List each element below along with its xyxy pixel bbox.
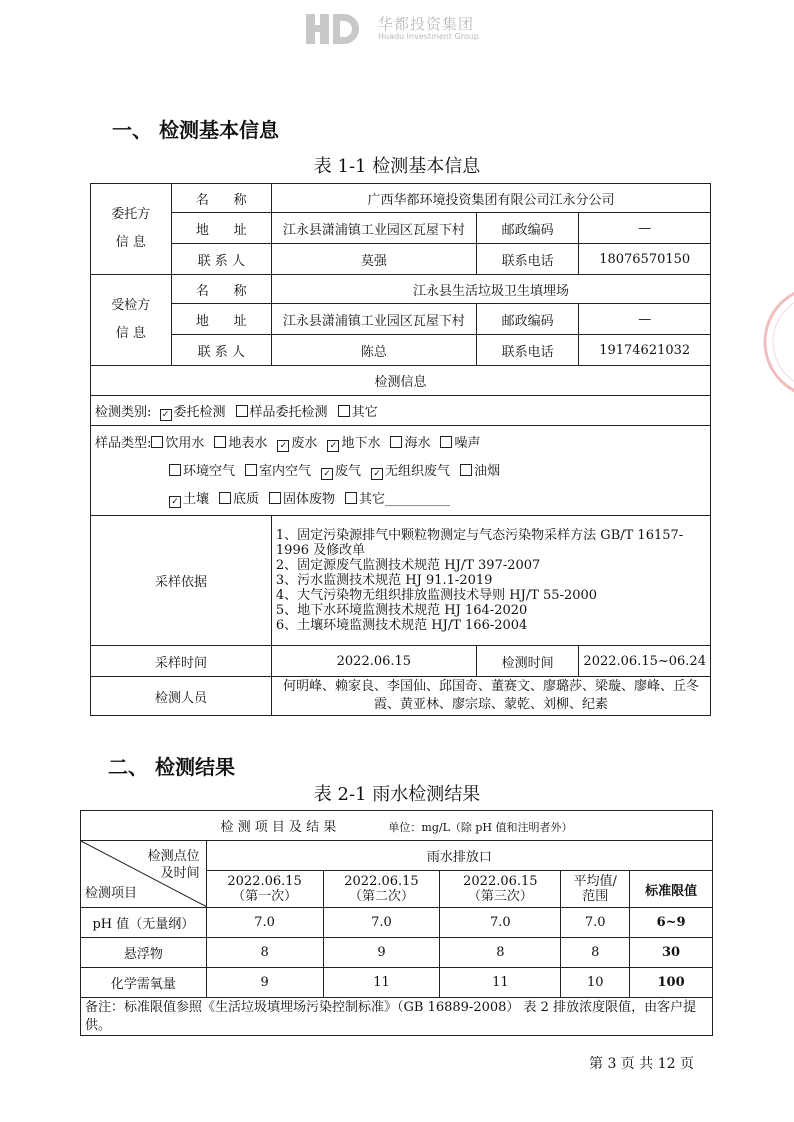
- sampling-time: 2022.06.15: [271, 646, 476, 677]
- sample-type-option: [169, 492, 209, 507]
- corner-header-cell: [81, 841, 207, 908]
- unchecked-box-icon: [460, 464, 472, 476]
- test-staff: 何明峰、赖家良、李国仙、邱国奇、董赛文、廖璐莎、梁璇、廖峰、丘冬霞、黄亚林、廖宗琮、蒙乾、刘柳、纪素: [271, 677, 710, 716]
- sample-type-option: [440, 436, 480, 451]
- unchecked-box-icon: [151, 436, 163, 448]
- sample-type-option: [327, 436, 380, 451]
- location-header: 雨水排放口: [206, 841, 712, 871]
- test-time-label: 检测时间: [476, 646, 579, 677]
- red-seal-stamp: [760, 262, 794, 422]
- client-name: 广西华都环境投资集团有限公司江永分公司: [271, 184, 710, 213]
- unchecked-box-icon: [219, 492, 231, 504]
- checked-box-icon: ✓: [327, 440, 339, 452]
- sampling-basis-item: 6、土壤环境监测技术规范 HJ/T 166-2004: [275, 618, 528, 633]
- client-phone: 18076570150: [579, 244, 711, 275]
- sample-type-option-label: 油烟: [474, 463, 501, 479]
- sample-type-option-label: 地表水: [228, 435, 268, 451]
- sample-type-option: [245, 464, 311, 479]
- company-logo: [306, 12, 364, 46]
- row-value-2: 9: [323, 938, 440, 968]
- unchecked-box-icon: [269, 492, 281, 504]
- sampling-basis-label: 采样依据: [91, 516, 272, 646]
- row-item: 化学需氧量: [81, 968, 207, 998]
- results-unit: 单位：mg/L（除 pH 值和注明者外）: [388, 821, 573, 834]
- sampling-basis-item: 2、固定源废气监测技术规范 HJ/T 397-2007: [275, 558, 541, 573]
- row-average: 8: [561, 938, 630, 968]
- inspected-address: 江永县潇浦镇工业园区瓦屋下村: [271, 304, 476, 335]
- inspected-group-label: 受检方 信 息: [91, 275, 172, 366]
- sample-type-row-1: [151, 436, 490, 451]
- row-value-3: 8: [440, 938, 561, 968]
- basic-info-table: [90, 183, 711, 716]
- sample-type-option-label: 土壤: [183, 491, 210, 507]
- test-category-row: [91, 396, 711, 426]
- logo-english-name: Huadu Investment Group: [378, 32, 479, 41]
- row-limit: 100: [630, 968, 713, 998]
- corner-point-label: 检测点位: [147, 849, 200, 864]
- test-info-title: 检测信息: [91, 366, 711, 396]
- sample-type-option: [151, 436, 204, 451]
- client-contact: 莫强: [271, 244, 476, 275]
- sample-type-label: 样品类型:: [95, 435, 152, 451]
- sample-type-option-label: 海水: [404, 435, 431, 451]
- row-value-1: 7.0: [206, 908, 323, 938]
- unchecked-box-icon: [214, 436, 226, 448]
- inspected-postcode: —: [579, 304, 711, 335]
- unchecked-box-icon: [236, 405, 248, 417]
- sample-type-option-label: 环境空气: [183, 463, 236, 479]
- client-group-label: 委托方 信 息: [91, 184, 172, 275]
- client-address-label: 地 址: [171, 213, 271, 244]
- avg-header: 平均值/ 范围: [561, 871, 630, 908]
- test-category-option: [160, 405, 226, 420]
- unchecked-box-icon: [169, 464, 181, 476]
- sample-type-option-label: 室内空气: [259, 463, 312, 479]
- table-row: [81, 908, 713, 938]
- sample-type-option-label: 固体废物: [283, 491, 336, 507]
- row-value-3: 11: [440, 968, 561, 998]
- sample-type-option-label: 噪声: [454, 435, 481, 451]
- test-category-option-label: 其它: [351, 404, 378, 420]
- sampling-basis-item: 3、污水监测技术规范 HJ 91.1-2019: [275, 573, 493, 588]
- sample-type-cell: [91, 426, 711, 516]
- row-limit: 30: [630, 938, 713, 968]
- unchecked-box-icon: [338, 405, 350, 417]
- inspected-phone: 19174621032: [579, 335, 711, 366]
- checked-box-icon: ✓: [321, 468, 333, 480]
- col-2-date: 2022.06.15: [344, 874, 419, 890]
- sampling-basis-list: [271, 516, 710, 646]
- client-postcode: —: [579, 213, 711, 244]
- table-2-caption: 表 2-1 雨水检测结果: [313, 784, 481, 805]
- sample-type-option: [371, 464, 450, 479]
- sample-type-row-3: [95, 486, 706, 514]
- results-title: 检 测 项 目 及 结 果: [220, 820, 337, 835]
- row-average: 10: [561, 968, 630, 998]
- table-note: 备注：标准限值参照《生活垃圾填埋场污染控制标准》（GB 16889-2008） 表 2 排放浓度限值，由客户提供。: [81, 998, 713, 1036]
- sample-type-option-label: 无组织废气: [385, 463, 451, 479]
- col-1-note: （第一次）: [232, 889, 298, 905]
- logo-chinese-name: 华都投资集团: [378, 15, 475, 33]
- table-row: [81, 968, 713, 998]
- sample-type-option-label: 废水: [291, 435, 318, 451]
- inspected-name-label: 名 称: [171, 275, 271, 304]
- col-3-date: 2022.06.15: [463, 874, 538, 890]
- limit-header: 标准限值: [630, 871, 713, 908]
- inspected-name: 江永县生活垃圾卫生填埋场: [271, 275, 710, 304]
- sample-type-option: [214, 436, 267, 451]
- test-time: 2022.06.15~06.24: [579, 646, 711, 677]
- sample-type-option: [277, 436, 317, 451]
- unchecked-box-icon: [390, 436, 402, 448]
- sample-type-option-label: 废气: [335, 463, 362, 479]
- test-category-option: [236, 405, 328, 420]
- client-contact-label: 联 系 人: [171, 244, 271, 275]
- sample-type-option: [321, 464, 361, 479]
- sample-type-option: [219, 492, 259, 507]
- row-value-1: 8: [206, 938, 323, 968]
- sample-type-option: [390, 436, 430, 451]
- corner-time-label: 及时间: [160, 866, 200, 881]
- row-item: pH 值（无量纲）: [81, 908, 207, 938]
- col-header-1: [206, 871, 323, 908]
- sampling-basis-item: 5、地下水环境监测技术规范 HJ 164-2020: [275, 603, 528, 618]
- corner-item-label: 检测项目: [85, 886, 138, 901]
- col-header-3: [440, 871, 561, 908]
- table-row: [81, 938, 713, 968]
- checked-box-icon: ✓: [371, 468, 383, 480]
- row-average: 7.0: [561, 908, 630, 938]
- test-category-options: [160, 405, 388, 420]
- inspected-contact: 陈总: [271, 335, 476, 366]
- sampling-basis-item: 1、固定污染源排气中颗粒物测定与气态污染物采样方法 GB/T 16157-1996 及修改单: [275, 528, 684, 558]
- sample-type-option-label: 地下水: [341, 435, 381, 451]
- table-1-caption: 表 1-1 检测基本信息: [313, 156, 481, 177]
- checked-box-icon: ✓: [277, 440, 289, 452]
- sampling-basis-item: 4、大气污染物无组织排放监测技术导则 HJ/T 55-2000: [275, 588, 598, 603]
- client-postcode-label: 邮政编码: [476, 213, 579, 244]
- row-value-1: 9: [206, 968, 323, 998]
- unchecked-box-icon: [345, 492, 357, 504]
- inspected-address-label: 地 址: [171, 304, 271, 335]
- client-address: 江永县潇浦镇工业园区瓦屋下村: [271, 213, 476, 244]
- test-staff-label: 检测人员: [91, 677, 272, 716]
- sample-type-option: [269, 492, 335, 507]
- row-value-2: 7.0: [323, 908, 440, 938]
- sample-type-option: [169, 464, 235, 479]
- test-category-option: [338, 405, 378, 420]
- unchecked-box-icon: [245, 464, 257, 476]
- sample-type-option-label: 其它__________: [359, 491, 451, 507]
- sample-type-option: [345, 492, 450, 507]
- checked-box-icon: ✓: [169, 496, 181, 508]
- inspected-contact-label: 联 系 人: [171, 335, 271, 366]
- sample-type-option-label: 饮用水: [165, 435, 205, 451]
- client-phone-label: 联系电话: [476, 244, 579, 275]
- sample-type-row-2: [95, 458, 706, 486]
- section-1-heading: 一、 检测基本信息: [112, 118, 279, 142]
- checked-box-icon: ✓: [160, 409, 172, 421]
- inspected-postcode-label: 邮政编码: [476, 304, 579, 335]
- col-1-date: 2022.06.15: [227, 874, 302, 890]
- section-2-heading: 二、 检测结果: [108, 755, 235, 779]
- test-category-option-label: 样品委托检测: [249, 404, 328, 420]
- unchecked-box-icon: [440, 436, 452, 448]
- sampling-time-label: 采样时间: [91, 646, 272, 677]
- col-3-note: （第三次）: [467, 889, 533, 905]
- inspected-phone-label: 联系电话: [476, 335, 579, 366]
- test-category-label: 检测类别:: [95, 404, 152, 420]
- page-number: 第 3 页 共 12 页: [589, 1056, 694, 1072]
- row-value-2: 11: [323, 968, 440, 998]
- test-category-option-label: 委托检测: [173, 404, 226, 420]
- row-item: 悬浮物: [81, 938, 207, 968]
- col-2-note: （第二次）: [348, 889, 414, 905]
- sample-type-option: [460, 464, 500, 479]
- client-name-label: 名 称: [171, 184, 271, 213]
- row-limit: 6~9: [630, 908, 713, 938]
- sample-type-option-label: 底质: [233, 491, 260, 507]
- row-value-3: 7.0: [440, 908, 561, 938]
- rainwater-results-table: [80, 810, 713, 1036]
- col-header-2: [323, 871, 440, 908]
- results-header-row: [81, 811, 713, 841]
